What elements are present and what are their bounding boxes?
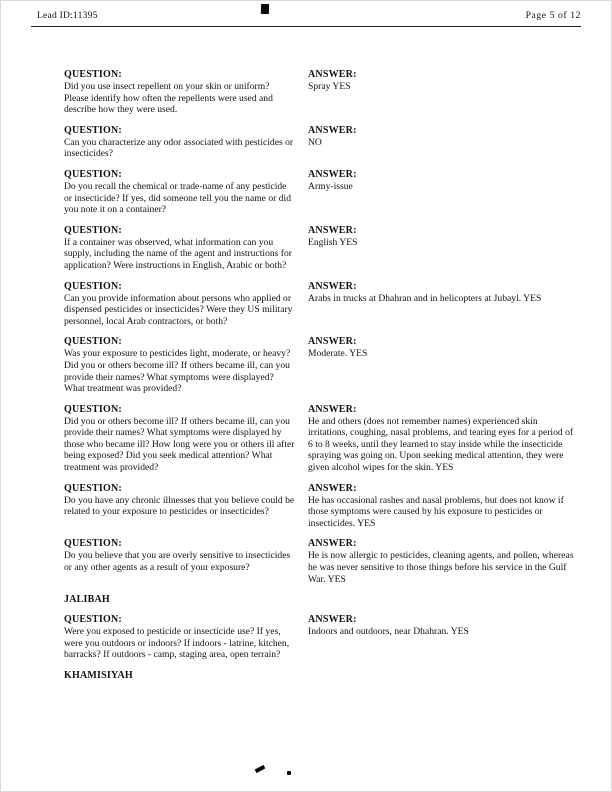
answer-block <box>308 614 578 638</box>
answer-block <box>308 538 578 585</box>
question-label: QUESTION: <box>64 69 122 80</box>
question-label: QUESTION: <box>64 538 122 550</box>
answer-block <box>308 404 578 474</box>
question-text: Were you exposed to pesticide or insecticide use? If yes, were you outdoors or indoors? If indoors - latrine, kitchen, barracks? If outdoors - camp, staging area, open terrain? <box>64 626 290 661</box>
question-block <box>64 614 295 661</box>
question-text: Do you believe that you are overly sensitive to insecticides or any other agents as a result of your exposure? <box>64 550 291 574</box>
question-label: QUESTION: <box>64 336 122 348</box>
question-block <box>64 404 295 474</box>
qa-row <box>64 69 578 116</box>
answer-block <box>308 281 578 305</box>
answer-label: ANSWER: <box>308 482 357 494</box>
answer-text: NO <box>308 136 322 148</box>
question-text: If a container was observed, what information can you supply, including the name of the agent and instructions for application? Were instructions in English, Arabic or both? <box>64 236 292 271</box>
question-label: QUESTION: <box>64 280 122 292</box>
answer-text: Moderate. YES <box>308 348 368 360</box>
qa-row <box>64 336 578 394</box>
answer-block <box>308 225 578 249</box>
question-block <box>64 483 295 518</box>
question-text: Do you recall the chemical or trade-name of any pesticide or insecticide? If yes, did someone tell you the name or did you note it on a container? <box>64 180 291 216</box>
qa-row <box>64 225 578 272</box>
header-rule <box>31 26 581 27</box>
qa-row <box>64 281 578 328</box>
qa-list <box>64 69 578 690</box>
answer-block <box>308 336 578 360</box>
lead-id-label: Lead ID:11395 <box>37 10 98 21</box>
question-label: QUESTION: <box>64 224 122 236</box>
scan-artifact-bottom-left <box>255 765 266 773</box>
answer-block <box>308 483 578 530</box>
answer-text: Indoors and outdoors, near Dhahran. YES <box>308 626 469 638</box>
answer-label: ANSWER: <box>308 224 357 236</box>
question-text: Do you have any chronic illnesses that you believe could be related to your exposure to pesticides or insecticides? <box>64 494 295 518</box>
question-label: QUESTION: <box>64 124 122 136</box>
question-block <box>64 225 295 272</box>
answer-text: Army-issue <box>308 180 353 192</box>
section-heading: JALIBAH <box>64 594 110 606</box>
qa-row <box>64 125 578 160</box>
answer-block <box>308 169 578 193</box>
question-text: Did you use insect repellent on your skin or uniform? Please identify how often the repellents were used and describe how they were used. <box>64 81 273 116</box>
scan-artifact-bottom-right <box>287 771 291 775</box>
qa-row <box>64 538 578 585</box>
answer-text: English YES <box>308 236 358 248</box>
qa-row <box>64 404 578 474</box>
answer-label: ANSWER: <box>308 403 357 415</box>
question-block <box>64 336 295 394</box>
question-block <box>64 281 295 328</box>
answer-text: Arabs in trucks at Dhahran and in helicopters at Jubayl. YES <box>308 292 542 304</box>
answer-label: ANSWER: <box>308 124 357 136</box>
question-text: Can you characterize any odor associated with pesticides or insecticides? <box>64 136 294 160</box>
question-text: Was your exposure to pesticides light, moderate, or heavy? Did you or others become ill? If others became ill, can you provide their names? What symptoms were displayed? What treatment was provided? <box>64 348 291 395</box>
answer-text: He is now allergic to pesticides, cleaning agents, and pollen, whereas he was never sensitive to those things before his service in the Gulf War. YES <box>308 550 574 585</box>
question-label: QUESTION: <box>64 614 122 626</box>
question-block <box>64 69 295 116</box>
qa-row <box>64 614 578 661</box>
qa-row <box>64 483 578 530</box>
question-label: QUESTION: <box>64 403 122 415</box>
answer-block <box>308 69 578 93</box>
answer-text: He has occasional rashes and nasal problems, but does not know if those symptoms were caused by his exposure to pesticides or insecticides. YES <box>308 494 564 529</box>
answer-block <box>308 125 578 149</box>
question-block <box>64 538 295 573</box>
answer-label: ANSWER: <box>308 336 357 348</box>
answer-label: ANSWER: <box>308 614 357 626</box>
question-block <box>64 169 295 216</box>
qa-row <box>64 169 578 216</box>
answer-label: ANSWER: <box>308 168 357 180</box>
question-label: QUESTION: <box>64 482 122 494</box>
question-text: Did you or others become ill? If others became ill, can you provide their names? What symptoms were displayed by those who became ill? How long were you or others ill after being exposed? Did you seek medical attention? What treatment was provided? <box>64 415 295 474</box>
answer-label: ANSWER: <box>308 538 357 550</box>
answer-text: He and others (does not remember names) experienced skin irritations, coughing, nasal problems, and tearing eyes for a period of 6 to 8 weeks, until they learned to stay inside while the insecticide spraying was going on. Upon seeking medical attention, they were given alcohol wipes for the skin. YES <box>308 415 574 474</box>
question-text: Can you provide information about persons who applied or dispensed pesticides or insecticides? Were they US military personnel, local Arab contractors, or both? <box>64 292 293 327</box>
section-heading: KHAMISIYAH <box>64 670 133 681</box>
answer-label: ANSWER: <box>308 280 357 292</box>
question-block <box>64 125 295 160</box>
page-header <box>37 10 581 21</box>
answer-text: Spray YES <box>308 81 351 92</box>
page-number: Page 5 of 12 <box>525 10 581 21</box>
question-label: QUESTION: <box>64 168 122 180</box>
answer-label: ANSWER: <box>308 69 357 80</box>
